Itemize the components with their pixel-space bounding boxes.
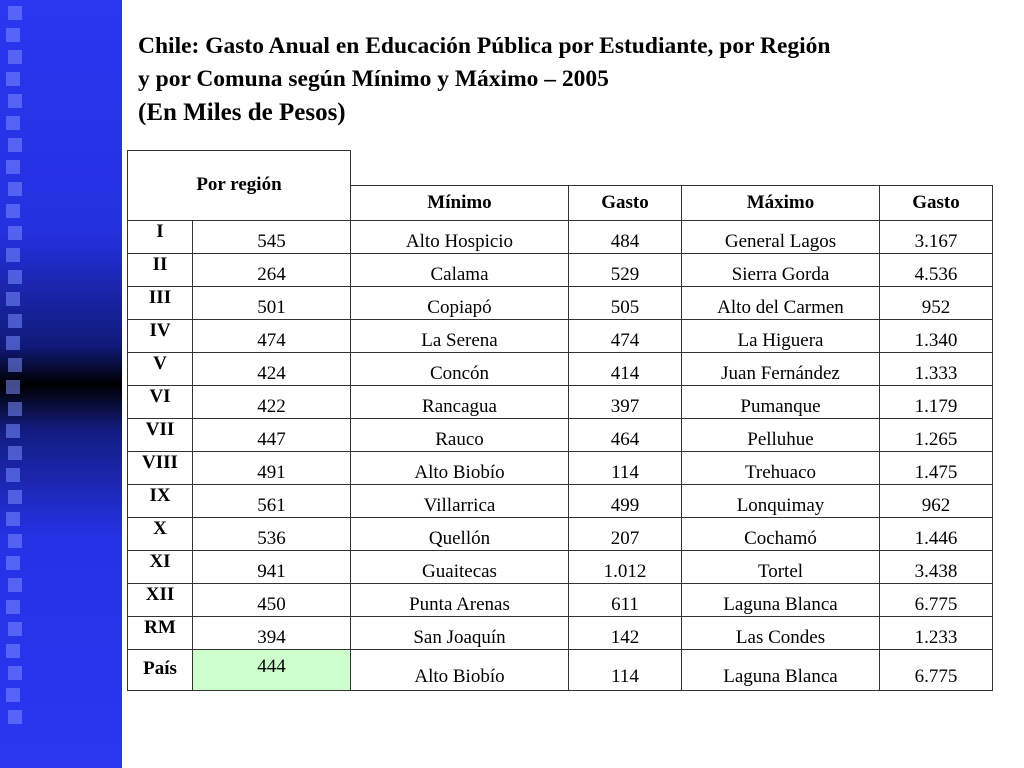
region-cell: XI	[128, 550, 193, 583]
region-value-cell: 424	[193, 352, 351, 385]
header-minimo: Mínimo	[351, 185, 569, 220]
header-spacer	[351, 151, 993, 186]
region-cell: VIII	[128, 451, 193, 484]
max-expense-cell: 1.340	[880, 319, 993, 352]
region-cell: I	[128, 220, 193, 253]
min-expense-cell: 207	[569, 517, 682, 550]
region-cell: IX	[128, 484, 193, 517]
region-value-cell: 561	[193, 484, 351, 517]
region-cell: II	[128, 253, 193, 286]
min-commune-cell: Alto Biobío	[351, 451, 569, 484]
table-row	[128, 451, 993, 484]
table-row	[128, 319, 993, 352]
table-row	[128, 550, 993, 583]
max-expense-cell: 6.775	[880, 649, 993, 690]
max-commune-cell: Pumanque	[682, 385, 880, 418]
min-commune-cell: Quellón	[351, 517, 569, 550]
min-expense-cell: 1.012	[569, 550, 682, 583]
min-commune-cell: Punta Arenas	[351, 583, 569, 616]
min-commune-cell: Alto Hospicio	[351, 220, 569, 253]
min-commune-cell: Guaitecas	[351, 550, 569, 583]
max-expense-cell: 4.536	[880, 253, 993, 286]
region-value-cell: 536	[193, 517, 351, 550]
max-expense-cell: 952	[880, 286, 993, 319]
max-expense-cell: 962	[880, 484, 993, 517]
min-expense-cell: 114	[569, 451, 682, 484]
table-row	[128, 418, 993, 451]
max-expense-cell: 1.475	[880, 451, 993, 484]
region-cell: País	[128, 649, 193, 690]
region-cell: III	[128, 286, 193, 319]
table-row	[128, 583, 993, 616]
table-row	[128, 286, 993, 319]
min-commune-cell: Rancagua	[351, 385, 569, 418]
max-commune-cell: Trehuaco	[682, 451, 880, 484]
min-commune-cell: Alto Biobío	[351, 649, 569, 690]
max-commune-cell: Las Condes	[682, 616, 880, 649]
min-commune-cell: La Serena	[351, 319, 569, 352]
table-body	[128, 220, 993, 690]
max-commune-cell: General Lagos	[682, 220, 880, 253]
table-row	[128, 517, 993, 550]
max-commune-cell: Pelluhue	[682, 418, 880, 451]
region-value-cell: 264	[193, 253, 351, 286]
max-commune-cell: Tortel	[682, 550, 880, 583]
min-expense-cell: 499	[569, 484, 682, 517]
max-commune-cell: Lonquimay	[682, 484, 880, 517]
min-expense-cell: 414	[569, 352, 682, 385]
region-cell: VII	[128, 418, 193, 451]
table-row	[128, 616, 993, 649]
table-row	[128, 385, 993, 418]
max-commune-cell: Laguna Blanca	[682, 583, 880, 616]
title-line-1: Chile: Gasto Anual en Educación Pública por Estudiante, por Región	[138, 33, 831, 59]
min-commune-cell: Rauco	[351, 418, 569, 451]
table-row	[128, 352, 993, 385]
region-cell: XII	[128, 583, 193, 616]
min-commune-cell: Concón	[351, 352, 569, 385]
max-expense-cell: 1.333	[880, 352, 993, 385]
max-expense-cell: 3.438	[880, 550, 993, 583]
table-row	[128, 253, 993, 286]
max-commune-cell: Alto del Carmen	[682, 286, 880, 319]
max-commune-cell: La Higuera	[682, 319, 880, 352]
expenditure-table	[127, 150, 993, 691]
region-value-cell: 941	[193, 550, 351, 583]
min-commune-cell: Villarrica	[351, 484, 569, 517]
decorative-squares	[6, 0, 28, 768]
region-value-cell: 474	[193, 319, 351, 352]
region-value-cell: 444	[193, 649, 351, 690]
table-row	[128, 220, 993, 253]
max-expense-cell: 1.233	[880, 616, 993, 649]
region-value-cell: 501	[193, 286, 351, 319]
min-expense-cell: 505	[569, 286, 682, 319]
region-cell: RM	[128, 616, 193, 649]
region-value-cell: 491	[193, 451, 351, 484]
max-commune-cell: Juan Fernández	[682, 352, 880, 385]
min-commune-cell: Copiapó	[351, 286, 569, 319]
min-expense-cell: 484	[569, 220, 682, 253]
region-value-cell: 450	[193, 583, 351, 616]
min-commune-cell: Calama	[351, 253, 569, 286]
title-line-2: y por Comuna según Mínimo y Máximo – 2005	[138, 66, 609, 92]
min-expense-cell: 529	[569, 253, 682, 286]
region-cell: V	[128, 352, 193, 385]
slide-title	[138, 30, 998, 129]
header-gasto-max: Gasto	[880, 185, 993, 220]
max-expense-cell: 1.179	[880, 385, 993, 418]
title-unit: (En Miles de Pesos)	[138, 99, 346, 126]
min-expense-cell: 464	[569, 418, 682, 451]
decorative-side-band	[0, 0, 122, 768]
table-row	[128, 649, 993, 690]
region-value-cell: 545	[193, 220, 351, 253]
header-por-region: Por región	[128, 151, 351, 221]
region-value-cell: 447	[193, 418, 351, 451]
region-cell: X	[128, 517, 193, 550]
max-expense-cell: 3.167	[880, 220, 993, 253]
min-expense-cell: 114	[569, 649, 682, 690]
max-commune-cell: Sierra Gorda	[682, 253, 880, 286]
min-expense-cell: 611	[569, 583, 682, 616]
min-expense-cell: 474	[569, 319, 682, 352]
region-cell: VI	[128, 385, 193, 418]
min-expense-cell: 397	[569, 385, 682, 418]
min-commune-cell: San Joaquín	[351, 616, 569, 649]
max-expense-cell: 1.446	[880, 517, 993, 550]
max-commune-cell: Laguna Blanca	[682, 649, 880, 690]
region-value-cell: 422	[193, 385, 351, 418]
max-expense-cell: 1.265	[880, 418, 993, 451]
max-expense-cell: 6.775	[880, 583, 993, 616]
region-value-cell: 394	[193, 616, 351, 649]
region-cell: IV	[128, 319, 193, 352]
min-expense-cell: 142	[569, 616, 682, 649]
header-maximo: Máximo	[682, 185, 880, 220]
table-row	[128, 484, 993, 517]
header-gasto-min: Gasto	[569, 185, 682, 220]
max-commune-cell: Cochamó	[682, 517, 880, 550]
